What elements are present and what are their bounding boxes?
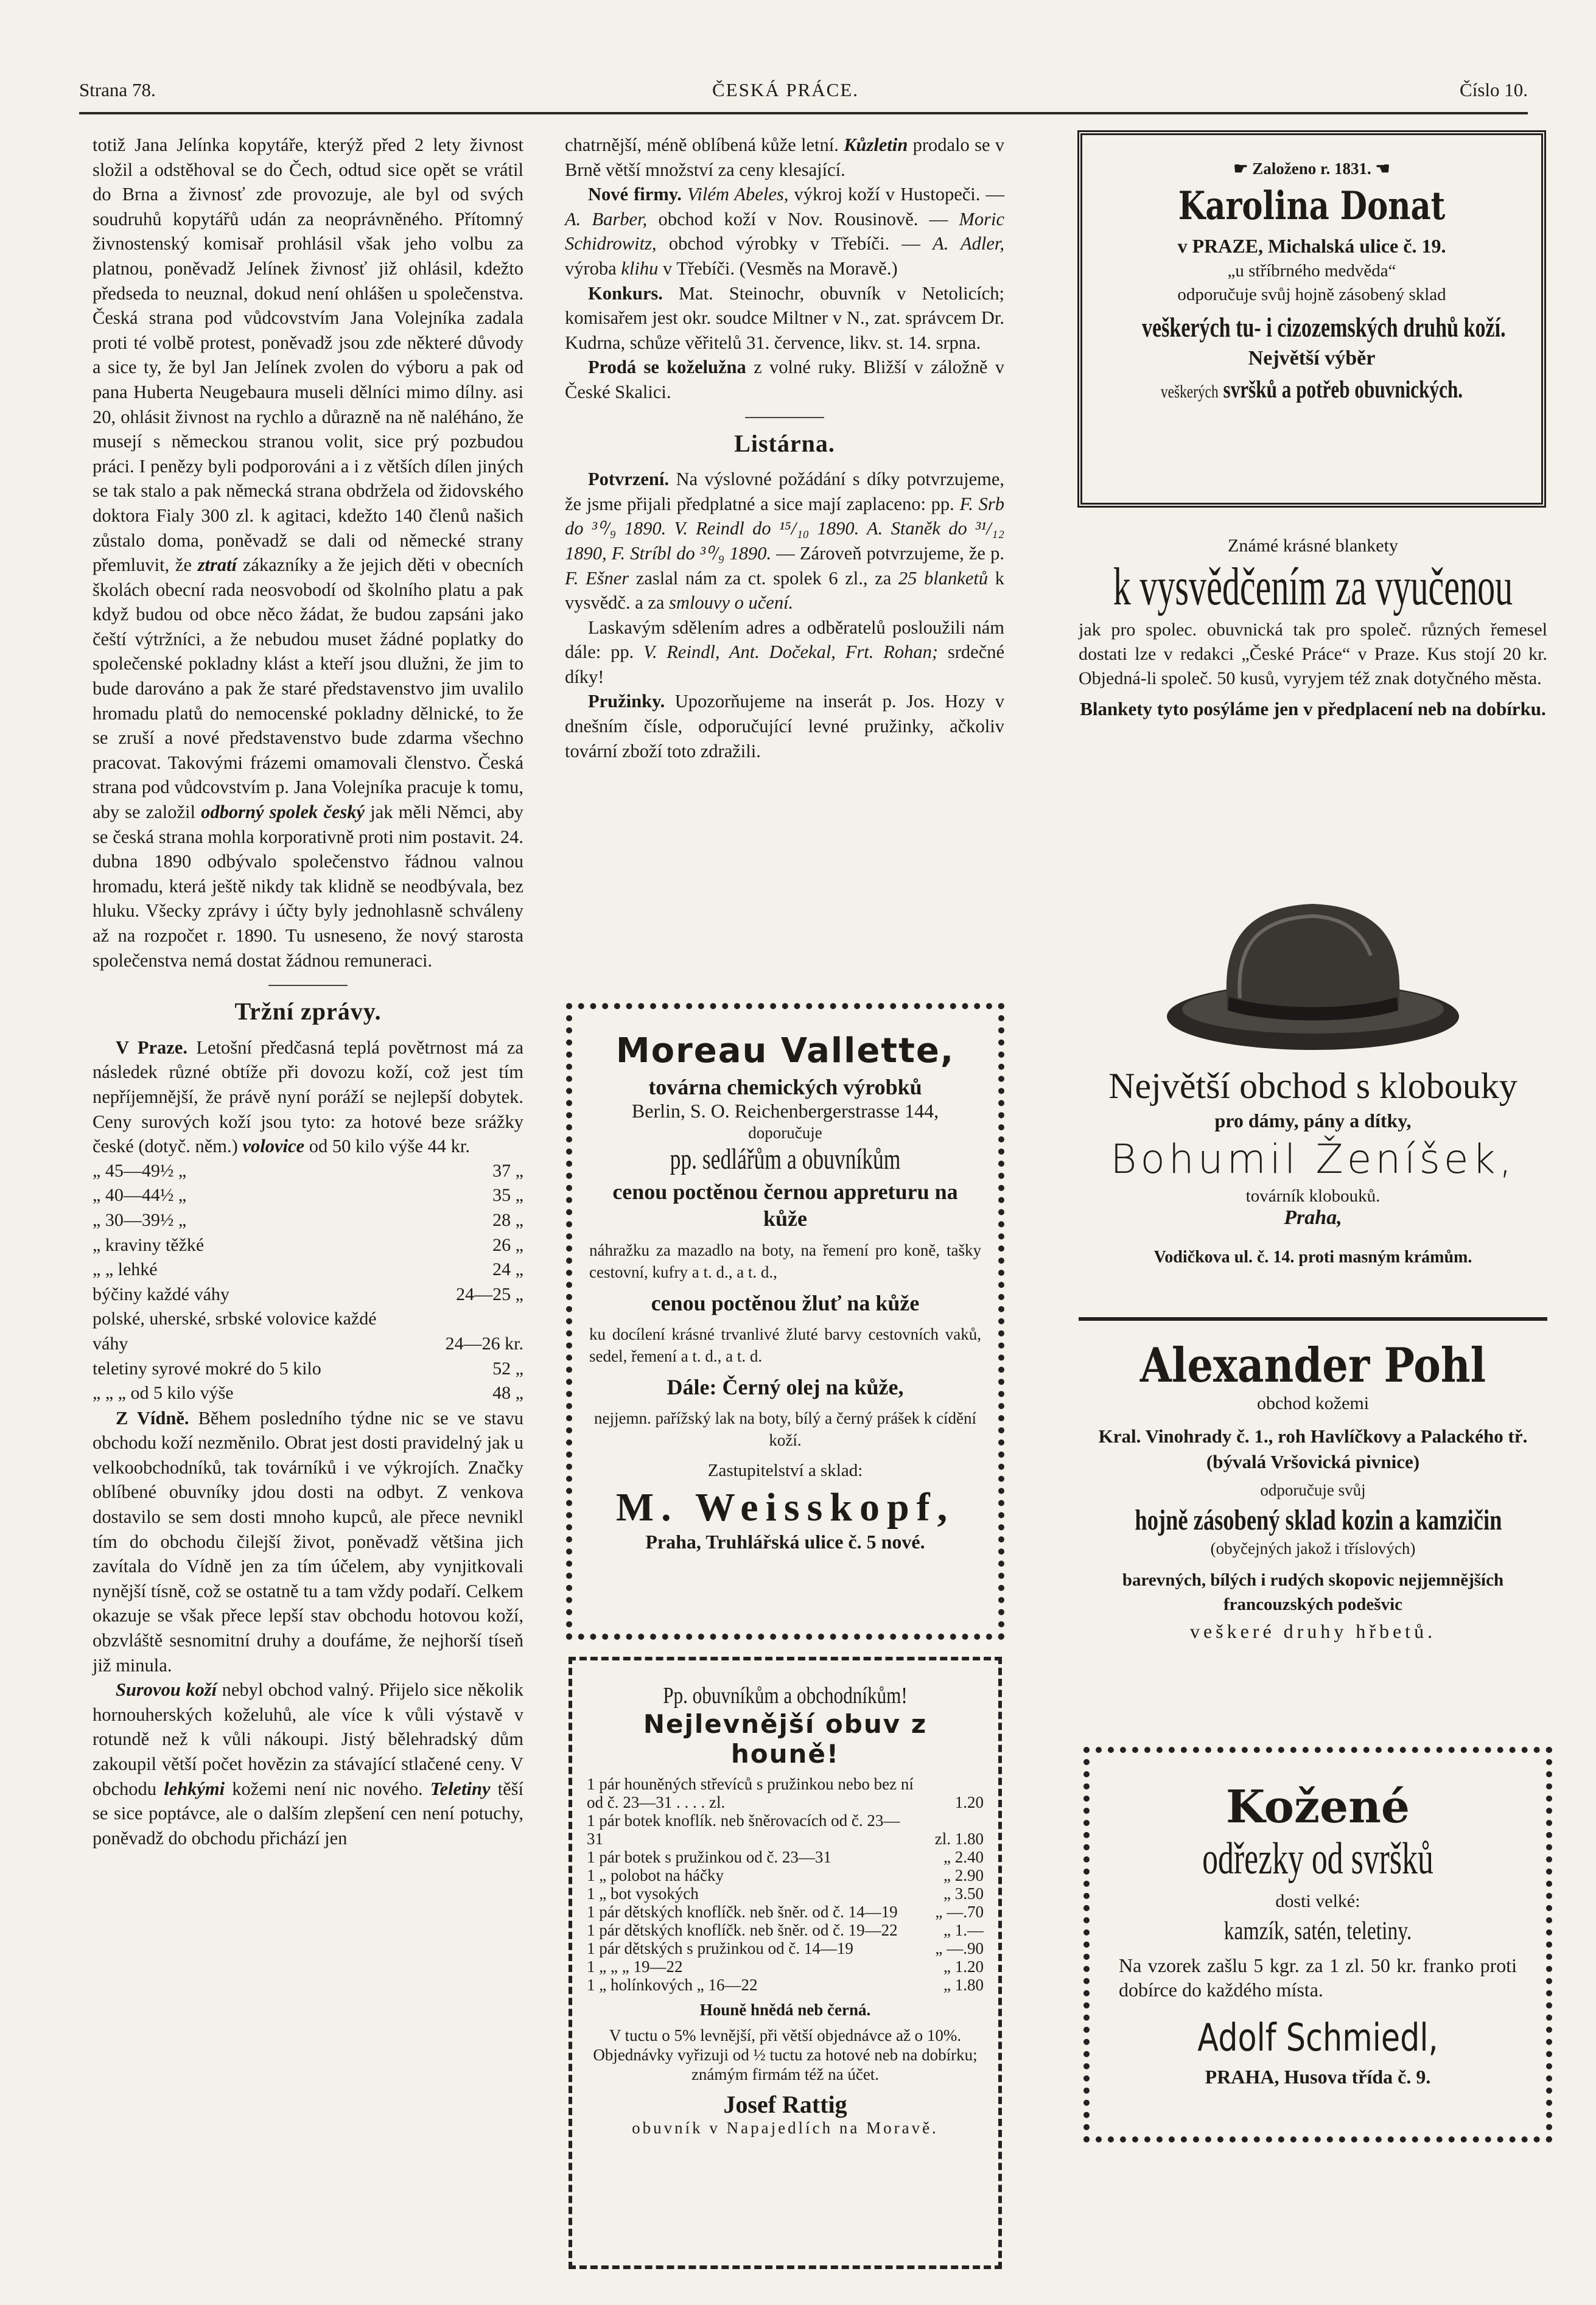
price-row: polské, uherské, srbské volovice každé [93,1309,377,1329]
ad-rattig-name: Josef Rattig [723,2091,847,2118]
ad-hat-s6: Vodičkova ul. č. 14. proti masným krámům. [1153,1248,1472,1267]
ad-rattig-colors: Houně hnědá neb černá. [699,2001,871,2019]
market-viden: Z Vídně. Během posledního týdne nic se ve stavu obchodu koží nezměnilo. Obrat jest dosti pravidelný jak u velkoobchodníků, tak továrníků i ve výkrojích. Značky oblíbené obuvníky jdou dosti na odbyt. Z venkova dostavilo se sem dosti mnoho kupců, ale přece nevnikl tím do obchodu čilejší život, poněvadž většina jich zavítala do Vídně jen za tím účelem, aby vynjitkovali nynější tísně, což se ostatně tu a tam vždy podaří. Celkem okazuje se však přece lepší stav obchodu hotovou koží, obzvláště sesnomitní druhy a doufáme, že nejhorší tíseň již minula. [93,1407,524,1676]
price-row: 1 „ bot vysokých „ 3.50 [587,1884,984,1903]
section-title-listarna: Listárna. [734,429,835,457]
ad-adolf-schmiedl [1083,1747,1552,2142]
ad-moreau-yellow: cenou poctěnou žluť na kůže [651,1291,920,1315]
price-row: 1 pár dětských s pružinkou od č. 14—19 „ —.90 [587,1939,984,1957]
ad-moreau-addr: Berlin, S. O. Reichenbergerstrasse 144, [631,1100,939,1122]
article-paragraph: totiž Jana Jelínka kopytáře, kterýž před 2 lety živnost složil a odstěhoval se do Čech, odtud sice opět se vrátil do Brna a živnosť zde provozuje, ale byl od svých soudruhů kopytářů udán za neoprávněného. Přítomný živnostenský komisař prohlásil však jeho volbu za platnou, poněvadž Jelínek živnosť již ohlásil, kdežto předseda to neuznal, dokud není ohlášen u společenstva. Česká strana pod vůdcovstvím Jana Volejníka zadala proti té volbě protest, poněvadž jsou zde některé důvody a sice ty, že byl Jan Jelínek zvolen do výboru a pak od pana Huberta Neugebaura museli dělníci mimo dílny. asi 20, ohlásit živnost na rychlo a důrazně na ně naléháno, že musejí s německou stranou volit, sice prý pozbudou práci. I penězy byli podporováni a i z větších dílen jiných se tak stalo a pak německá strana obdržela od židovského doktora Fialy 300 zl. k agitaci, kdežto 140 členů našich zůstalo doma, poněvadž se dali od německé strany přemluvit, že ztratí zákazníky a že jejich děti v obecních školách obecní rada neosvobodí od školního platu a pak když budou od obce něco žádat, že budou zapsáni jako čeští výtržníci, a že nebudou muset žádné poplatky do společenské pokladny klást a kteří jsou dlužni, že jim to bude darováno a pak že staré představenstvo jim uvalilo hromadu platů do nemocenské pokladny dělnické, to že se zruší a nové představenstvo bude zdarma všechno pracovat. Takovými frázemi omamovali členstvo. Česká strana pod vůdcovstvím p. Jana Volejníka pracuje k tomu, aby se založil odborný spolek český jak měli Němci, aby se česká strana mohla korporativně proti nim postavit. 24. dubna 1890 odbývalo společenstvo řádnou valnou hromadu, která ještě nikdy tak klidně se neodbývala, bez hluku. Všecky zprávy i účty byly jednohlasně schváleny až na rozpočet r. 1890. Tu usneseno, že nový starosta společenstva nemá dostat žádnou remuneraci. [93,135,524,971]
ad-moreau-rec: doporučuje [748,1124,822,1142]
page-number: Strana 78. [79,79,156,100]
ad-donat-name: Karolina Donat [1178,183,1446,229]
issue-number: Číslo 10. [1460,79,1528,100]
ad-blank-t4: Blankety tyto posýláme jen v předplacení neb na dobírku. [1080,698,1546,719]
ad-moreau-dale-text: nejjemn. pařížský lak na boty, bílý a černý prášek k cídění koží. [593,1409,977,1449]
ad-moreau-zastup: Zastupitelství a sklad: [707,1461,863,1480]
ad-rattig [569,1657,1002,2269]
ad-moreau-name: Moreau Vallette, [615,1031,955,1071]
section-title-market: Tržní zprávy. [234,998,382,1026]
price-row: býčiny každé váhy 24—25 „ [93,1284,523,1304]
ad-moreau-vallette [566,1003,1004,1640]
price-row: 1 pár houněných střevíců s pružinkou nebo bez ní od č. 23—31 . . . . zl. 1.20 [587,1775,984,1811]
ad-pohl-l3: odporučuje svůj [1260,1481,1366,1499]
ad-rattig-place: obuvník v Napajedlích na Moravě. [632,2119,939,2137]
ad-moreau-black: cenou poctěnou černou appreturu na kůže [612,1180,958,1231]
ad-schmiedl-h4: kamzík, satén, teletiny. [1223,1917,1412,1945]
ad-moreau-yellow-text: ku docílení krásné trvanlivé žluté barvy cestovních vaků, sedel, řemení a t. d., a t. d. [589,1325,981,1365]
ad-moreau-sub: továrna chemických výrobků [648,1075,922,1099]
price-row: váhy 24—26 kr. [93,1333,523,1354]
laskavym: Laskavým sdělením adres a odběratelů posloužili nám dále: pp. V. Reindl, Ant. Dočekal, Frt. Rohan; srdečné díky! [565,617,1005,687]
ad-rattig-terms: V tuctu o 5% levnější, při větší objednávce až o 10%. Objednávky vyřizuji od ½ tuctu za hotové neb na dobírku; známým firmám též na účet. [593,2026,978,2083]
article-paragraph: chatrnější, méně oblíbená kůže letní. Kůzletin prodalo se v Brně větší množství za ceny klesající. [565,135,1005,180]
ad-schmiedl-h1: Kožené [1225,1781,1410,1833]
ad-pohl-name: Alexander Pohl [1139,1338,1486,1393]
ad-blank-t3: jak pro spolec. obuvnická tak pro společ. různých řemesel dostati lze v redakci „České Práce“ v Praze. Kus stojí 20 kr. Objedná-li společ. 50 kusů, vyryjem též znak dotyčného města. [1079,620,1547,688]
ad-karolina-donat [1077,130,1546,508]
market-praha: V Praze. Letošní předčasná teplá povětrnost má za následek různé obtíže při dovozu koží, což jest tím nepříjemnější, že právě nyní poráží se nejlepší dobytek. Ceny surových koží jsou tyto: za hotové beze srážky české (dotyč. něm.) volovice od 50 kilo výše 44 kr. [93,1037,523,1157]
ad-pohl-l1: obchod kožemi [1256,1393,1370,1413]
ad-schmiedl-h6: Adolf Schmiedl, [1197,2015,1438,2060]
ad-hat-s1: Největší obchod s klobouky [1108,1066,1517,1106]
new-firms: Nové firmy. Vilém Abeles, výkroj koží v Hustopeči. — A. Barber, obchod koží v Nov. Rousinově. — Moric Schidrowitz, obchod výrobky v Třebíči. — A. Adler, výroba klihu v Třebíči. (Vesměs na Moravě.) [565,184,1005,279]
ad-moreau-black-text: náhražku za mazadlo na boty, na řemení pro koně, tašky cestovní, kufry a t. d., a t. d., [589,1241,981,1281]
pruziny: Pružinky. Upozorňujeme na inserát p. Jos. Hozy v dnešním čísle, odporučující levné pružinky, ačkoliv tovární zboží toto zdražili. [565,691,1004,761]
ad-donat-big2: veškerých svršků a potřeb obuvnických. [1160,376,1463,403]
price-row: 1 „ „ „ 19—22 „ 1.20 [587,1957,984,1976]
ad-hat-s3: Bohumil Ženíšek, [1110,1136,1516,1183]
ad-hat-s2: pro dámy, pány a dítky, [1214,1110,1412,1132]
ad-schmiedl-h5: Na vzorek zašlu 5 kgr. za 1 zl. 50 kr. franko proti dobírce do každého místa. [1119,1954,1517,2001]
ad-donat-big: veškerých tu- i cizozemských druhů koží. [1142,312,1506,343]
divider [268,985,348,986]
ad-donat-sign: „u stříbrného medvěda“ [1227,261,1396,281]
column-2 [565,133,1004,763]
ad-hat-s5: Praha, [1284,1206,1342,1229]
ad-alexander-pohl [1079,1317,1547,1643]
ad-schmiedl-h2: odřezky od svršků [1202,1834,1433,1884]
column-1 [93,133,523,1850]
ad-pohl-l2: Kral. Vinohrady č. 1., roh Havlíčkovy a Palackého tř. (bývalá Vršovická pivnice) [1098,1425,1528,1472]
ad-rattig-prices [586,1775,985,1994]
ad-blankety [1079,536,1547,721]
ad-moreau-to: pp. sedlářům a obuvníkům [670,1143,901,1175]
price-row: „ 45—49½ „ 37 „ [93,1160,523,1181]
ad-pohl-l5: (obyčejných jakož i tříslových) [1210,1539,1416,1558]
ad-moreau-firm: M. Weisskopf, [615,1485,955,1530]
page-header [79,79,1528,110]
price-row: „ „ lehké 24 „ [93,1259,523,1280]
price-row: 1 pár botek s pružinkou od č. 23—31 „ 2.40 [587,1848,984,1866]
market-surova: Surovou koží nebyl obchod valný. Přijelo sice několik hornouherských koželuhů, ale více k vůli výstavě v rotundě než k vůli nákoupi. Jistý bělehradský dům zakoupil větší počet hovězin za stávající stlačené ceny. V obchodu lehkými kožemi není nic nového. Teletiny těší se sice poptávce, ale o dalším zlepšení cen není potuchy, poněvadž do obchodu přichází jen [93,1679,524,1849]
price-row: „ 30—39½ „ 28 „ [93,1209,523,1230]
ad-pohl-l4: hojně zásobený sklad kozin a kamzičin [1135,1504,1502,1536]
ad-moreau-dale: Dále: Černý olej na kůže, [667,1375,904,1399]
ad-schmiedl-h3: dosti velké: [1275,1891,1360,1911]
newspaper-title: ČESKÁ PRÁCE. [712,79,859,100]
ad-rattig-head: Nejlevnější obuv z houně! [643,1709,928,1769]
ad-hat-zenisek [1079,883,1547,1267]
proda: Prodá se koželužna z volné ruky. Bližší v záložně v České Skalici. [565,357,1004,402]
ad-donat-addr: v PRAZE, Michalská ulice č. 19. [1177,235,1446,257]
price-row: 1 „ holínkových „ 16—22 „ 1.80 [587,1976,984,1994]
price-row: 1 pár dětských knoflíčk. neb šněr. od č. 14—19 „ —.70 [587,1903,984,1921]
divider [745,417,824,418]
ad-blank-t2: k vysvědčením za vyučenou [1113,558,1513,617]
ad-donat-rec: odporučuje svůj hojně zásobený sklad [1177,285,1446,304]
ad-moreau-firm-addr: Praha, Truhlářská ulice č. 5 nové. [645,1531,925,1553]
hat-illustration [1161,883,1465,1059]
price-table [93,1159,523,1406]
price-row: teletiny syrové mokré do 5 kilo 52 „ [93,1358,523,1379]
price-row: „ 40—44½ „ 35 „ [93,1185,523,1206]
price-row: 1 „ polobot na háčky „ 2.90 [587,1866,984,1884]
konkurs: Konkurs. Mat. Steinochr, obuvník v Netolicích; komisařem jest okr. soudce Miltner v N., zat. správcem Dr. Kudrna, schůze věřitelů 31. července, likv. st. 14. srpna. [565,282,1004,353]
ad-blank-t1: Známé krásné blankety [1228,536,1398,556]
ad-donat-choice: Největší výběr [1248,347,1376,369]
ad-rattig-to: Pp. obuvníkům a obchodníkům! [663,1683,908,1709]
price-row: 1 pár dětských knoflíčk. neb šněr. od č. 19—22 „ 1.— [587,1921,984,1939]
ad-pohl-l7: veškeré druhy hřbetů. [1189,1620,1437,1642]
ad-schmiedl-h7: PRAHA, Husova třída č. 9. [1205,2066,1431,2088]
price-row: „ kraviny těžké 26 „ [93,1234,523,1255]
price-row: „ „ „ od 5 kilo výše 48 „ [93,1383,523,1404]
ad-pohl-l6: barevných, bílých i rudých skopovic nejjemnějších francouzských podešvic [1122,1570,1504,1614]
ad-donat-founded: ☛ Založeno r. 1831. ☚ [1233,159,1390,178]
ad-hat-s4: továrník klobouků. [1245,1186,1381,1206]
price-row: 1 pár botek knoflík. neb šněrovacích od č. 23—31 zl. 1.80 [587,1811,984,1848]
header-rule [79,112,1528,114]
potvrzeni: Potvrzení. Na výslovné požádání s díky potvrzujeme, že jsme přijali předplatné a sice mají zaplaceno: pp. F. Srb do ³⁰/₉ 1890. V. Reindl do ¹⁵/₁₀ 1890. A. Staněk do ³¹/₁₂ 1890, F. Stríbl do ³⁰/₉ 1890. — Zároveň potvrzujeme, že p. F. Ešner zaslal nám za ct. spolek 6 zl., za 25 blanketů k vysvědč. a za smlouvy o učení. [565,469,1004,614]
